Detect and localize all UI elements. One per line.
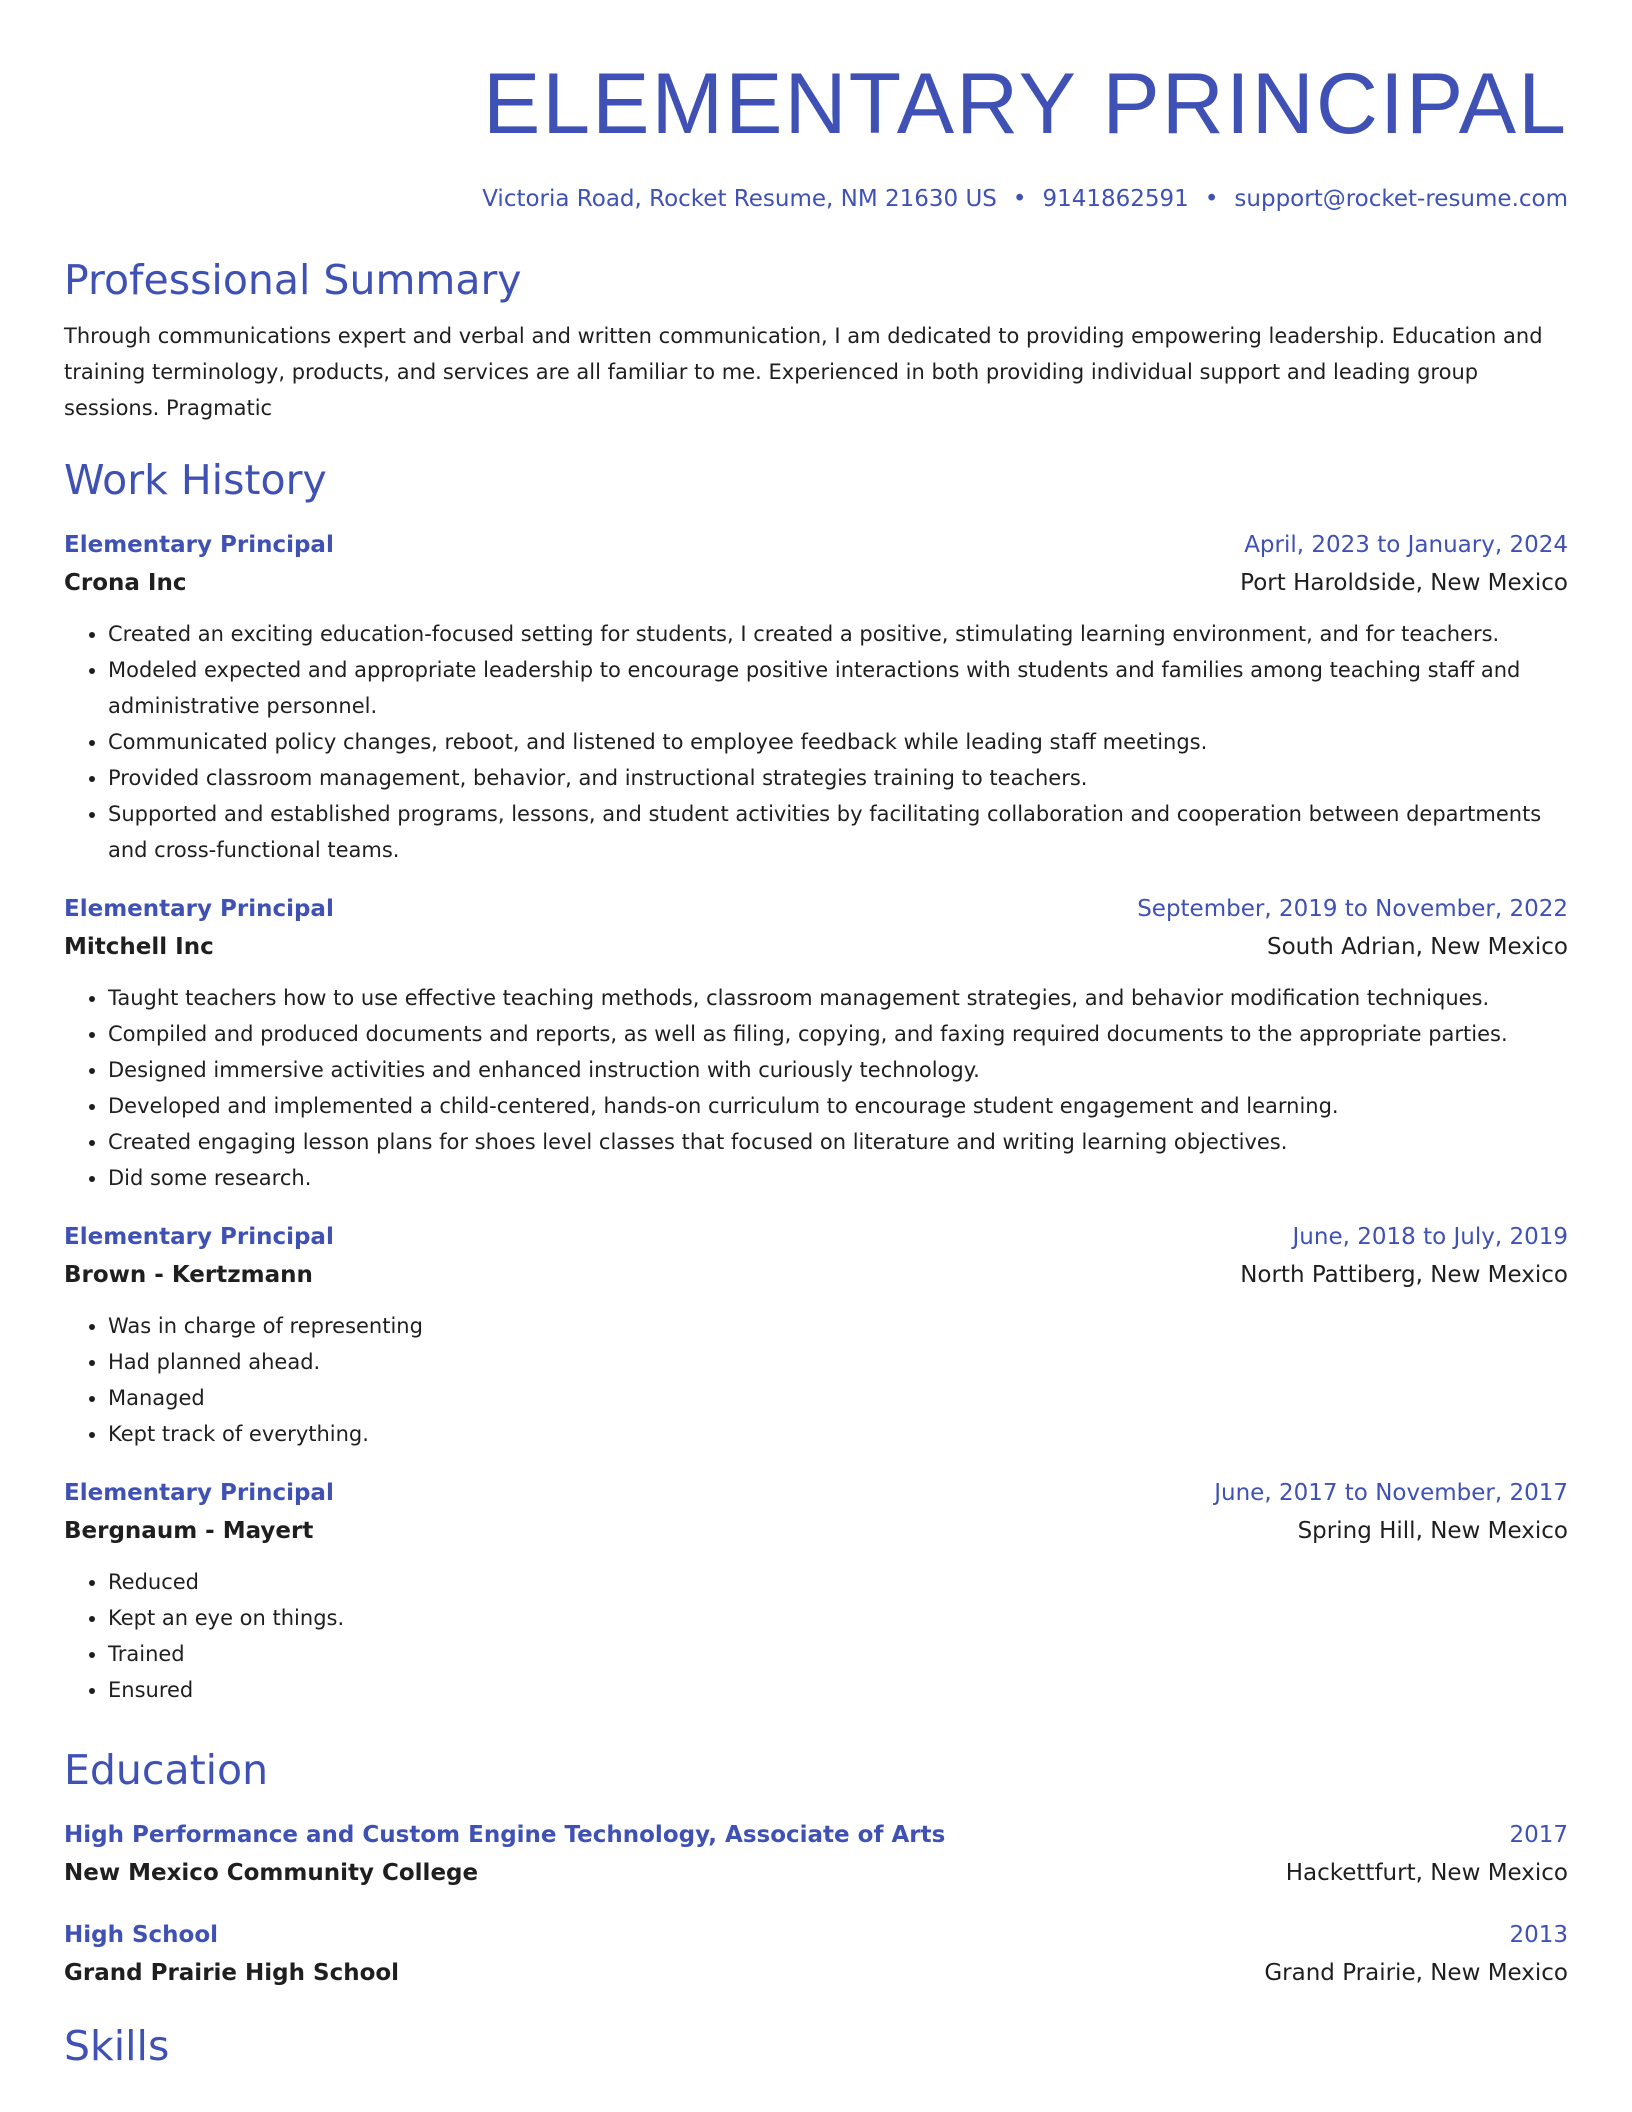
education-year: 2013: [1509, 1922, 1568, 1948]
summary-paragraph: Through communications expert and verbal and written communication, I am dedicated to providing empowering leadership. Education and training terminology, products, and services are all familiar to me. Experienced in both providing individual support and leading group sessions. Pragmatic: [64, 324, 1543, 420]
job-title: Elementary Principal: [64, 1480, 334, 1506]
job-bullet: • Designed immersive activities and enhanced instruction with curiously technology.: [108, 1052, 1568, 1088]
job-title: Elementary Principal: [64, 1224, 334, 1250]
job-bullet: • Reduced: [108, 1564, 1568, 1600]
work-history-section-title: Work History: [64, 456, 327, 504]
education-entry: [64, 1916, 1568, 1992]
job-bullet: • Was in charge of representing: [108, 1308, 1568, 1344]
education-section-title: Education: [64, 1746, 269, 1794]
contact-line: [64, 184, 1568, 214]
job-bullet: • Created engaging lesson plans for shoes level classes that focused on literature and writing learning objectives.: [108, 1124, 1568, 1160]
job-bullet: • Developed and implemented a child-centered, hands-on curriculum to encourage student engagement and learning.: [108, 1088, 1568, 1124]
job-dates: June, 2018 to July, 2019: [1292, 1224, 1568, 1250]
contact-address: Victoria Road, Rocket Resume, NM 21630 US: [482, 186, 997, 212]
job-title: Elementary Principal: [64, 532, 334, 558]
contact-phone: 9141862591: [1042, 186, 1189, 212]
job-dates: September, 2019 to November, 2022: [1137, 896, 1568, 922]
job-bullet-list: [64, 1564, 1568, 1708]
job-location: North Pattiberg, New Mexico: [1240, 1262, 1568, 1288]
education-year: 2017: [1509, 1822, 1568, 1848]
job-bullet: • Compiled and produced documents and reports, as well as filing, copying, and faxing required documents to the appropriate parties.: [108, 1016, 1568, 1052]
contact-separator: •: [1012, 186, 1027, 212]
contact-email[interactable]: support@rocket-resume.com: [1234, 186, 1568, 212]
job-bullet: • Had planned ahead.: [108, 1344, 1568, 1380]
job-company: Mitchell Inc: [64, 934, 214, 960]
education-entry: [64, 1816, 1568, 1892]
job-bullet: • Supported and established programs, lessons, and student activities by facilitating collaboration and cooperation between departments and cross-functional teams.: [108, 796, 1568, 868]
job-bullet: • Provided classroom management, behavior, and instructional strategies training to teachers.: [108, 760, 1568, 796]
job-dates: June, 2017 to November, 2017: [1214, 1480, 1568, 1506]
job-bullet: • Ensured: [108, 1672, 1568, 1708]
resume-page: [64, 0, 1568, 2070]
job-bullet-list: [64, 980, 1568, 1196]
job-entry: [64, 1474, 1568, 1708]
job-company: Brown - Kertzmann: [64, 1262, 313, 1288]
job-bullet: • Modeled expected and appropriate leadership to encourage positive interactions with students and families among teaching staff and administrative personnel.: [108, 652, 1568, 724]
education-degree: High School: [64, 1922, 219, 1948]
job-location: Port Haroldside, New Mexico: [1240, 570, 1568, 596]
job-bullet: • Taught teachers how to use effective teaching methods, classroom management strategies, and behavior modification techniques.: [108, 980, 1568, 1016]
job-dates: April, 2023 to January, 2024: [1244, 532, 1568, 558]
job-entry: [64, 890, 1568, 1196]
job-bullet: • Kept track of everything.: [108, 1416, 1568, 1452]
job-bullet: • Managed: [108, 1380, 1568, 1416]
contact-separator: •: [1204, 186, 1219, 212]
education-location: Hackettfurt, New Mexico: [1285, 1860, 1568, 1886]
job-company: Bergnaum - Mayert: [64, 1518, 314, 1544]
skills-section-title: Skills: [64, 2022, 170, 2070]
resume-name-heading: ELEMENTARY PRINCIPAL: [482, 56, 1568, 152]
job-title: Elementary Principal: [64, 896, 334, 922]
job-bullet: • Communicated policy changes, reboot, and listened to employee feedback while leading staff meetings.: [108, 724, 1568, 760]
education-degree: High Performance and Custom Engine Technology, Associate of Arts: [64, 1822, 946, 1848]
job-bullet: • Trained: [108, 1636, 1568, 1672]
job-entry: [64, 1218, 1568, 1452]
job-bullet-list: [64, 1308, 1568, 1452]
job-bullet-list: [64, 616, 1568, 868]
job-location: Spring Hill, New Mexico: [1297, 1518, 1568, 1544]
job-bullet: • Kept an eye on things.: [108, 1600, 1568, 1636]
job-entry: [64, 526, 1568, 868]
education-school: Grand Prairie High School: [64, 1960, 400, 1986]
education-school: New Mexico Community College: [64, 1860, 479, 1886]
summary-section-title: Professional Summary: [64, 256, 522, 304]
education-location: Grand Prairie, New Mexico: [1264, 1960, 1568, 1986]
job-location: South Adrian, New Mexico: [1266, 934, 1568, 960]
job-company: Crona Inc: [64, 570, 187, 596]
job-bullet: • Did some research.: [108, 1160, 1568, 1196]
job-bullet: • Created an exciting education-focused setting for students, I created a positive, stimulating learning environment, and for teachers.: [108, 616, 1568, 652]
